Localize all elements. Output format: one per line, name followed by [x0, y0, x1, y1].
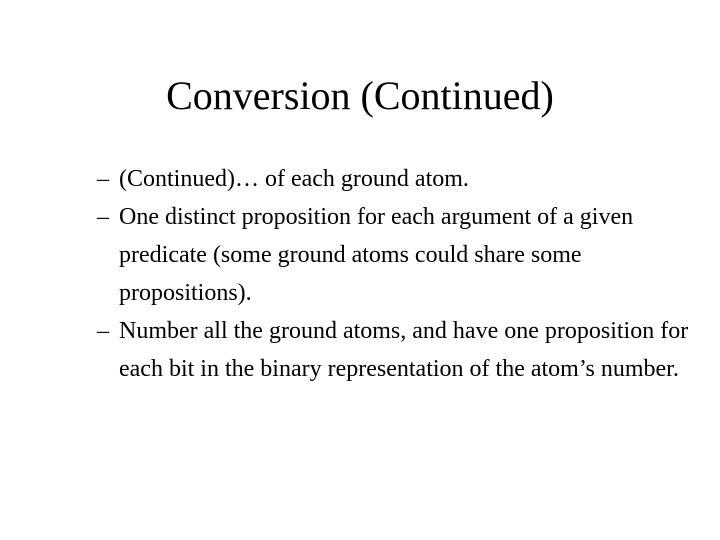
bullet-dash: – [97, 318, 109, 344]
bullet-item [97, 312, 697, 388]
bullet-text: Number all the ground atoms, and have one proposition for each bit in the binary representation of the atom’s number. [119, 318, 689, 382]
bullet-item [97, 198, 697, 312]
bullet-item [97, 160, 697, 198]
bullet-text: (Continued)… of each ground atom. [119, 166, 469, 192]
bullet-text: One distinct proposition for each argument of a given predicate (some ground atoms could share some propositions). [119, 204, 634, 306]
bullet-dash: – [97, 166, 109, 192]
bullet-list [97, 160, 697, 388]
bullet-dash: – [97, 204, 109, 230]
slide-title: Conversion (Continued) [166, 73, 554, 118]
